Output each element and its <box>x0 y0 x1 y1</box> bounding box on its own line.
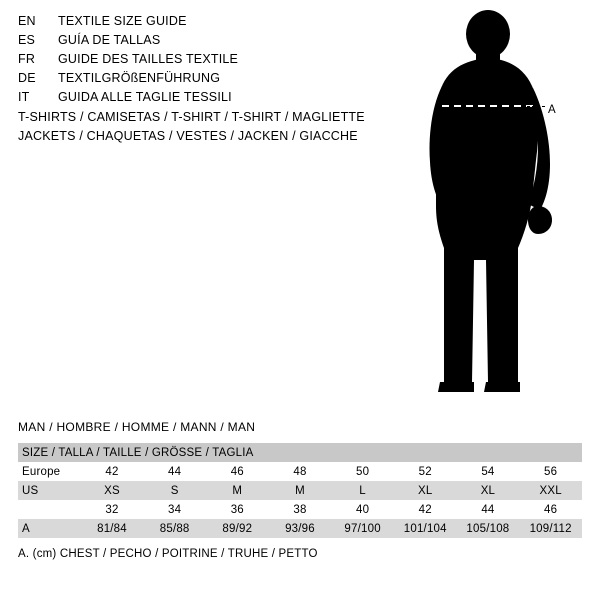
table-cell: S <box>143 481 206 500</box>
language-row <box>18 90 398 109</box>
table-cell: XXL <box>519 481 582 500</box>
table-cell: 44 <box>457 500 520 519</box>
table-cell: 101/104 <box>394 519 457 538</box>
language-title: GUÍA DE TALLAS <box>58 33 161 47</box>
table-cell: 42 <box>81 462 144 481</box>
table-header-label: SIZE / TALLA / TAILLE / GRÖSSE / TAGLIA <box>18 443 582 462</box>
table-cell: 34 <box>143 500 206 519</box>
table-cell: 36 <box>206 500 269 519</box>
language-title: TEXTILGRÖßENFÜHRUNG <box>58 71 221 85</box>
table-cell: 97/100 <box>331 519 394 538</box>
table-row <box>18 500 582 519</box>
table-cell: 48 <box>269 462 332 481</box>
section-header-man: MAN / HOMBRE / HOMME / MANN / MAN <box>18 420 256 434</box>
row-label-us: US <box>18 481 81 500</box>
language-title: GUIDE DES TAILLES TEXTILE <box>58 52 239 66</box>
language-code: DE <box>18 71 36 85</box>
table-cell: 89/92 <box>206 519 269 538</box>
language-row <box>18 52 398 71</box>
table-cell: L <box>331 481 394 500</box>
language-title: TEXTILE SIZE GUIDE <box>58 14 187 28</box>
table-cell: 50 <box>331 462 394 481</box>
table-cell: 46 <box>206 462 269 481</box>
row-label-europe: Europe <box>18 462 81 481</box>
table-cell: 109/112 <box>519 519 582 538</box>
table-cell: XL <box>394 481 457 500</box>
table-cell: 54 <box>457 462 520 481</box>
table-cell: XS <box>81 481 144 500</box>
language-row <box>18 33 398 52</box>
table-cell: 40 <box>331 500 394 519</box>
table-row <box>18 462 582 481</box>
table-cell: 32 <box>81 500 144 519</box>
language-legend <box>18 14 398 109</box>
language-row <box>18 71 398 90</box>
table-cell: 52 <box>394 462 457 481</box>
language-code: ES <box>18 33 36 47</box>
language-code: IT <box>18 90 30 104</box>
garment-line-tshirts: T-SHIRTS / CAMISETAS / T-SHIRT / T-SHIRT / MAGLIETTE <box>18 110 365 124</box>
measure-leader-line <box>527 106 545 109</box>
table-cell: 105/108 <box>457 519 520 538</box>
row-label-a: A <box>18 519 81 538</box>
table-cell: M <box>269 481 332 500</box>
table-cell: 44 <box>143 462 206 481</box>
table-row <box>18 519 582 538</box>
table-cell: 38 <box>269 500 332 519</box>
measure-label-a: A <box>548 104 556 116</box>
table-header-row <box>18 443 582 462</box>
table-cell: 46 <box>519 500 582 519</box>
table-row <box>18 481 582 500</box>
table-cell: XL <box>457 481 520 500</box>
size-table <box>18 443 582 538</box>
row-label-blank <box>18 500 81 519</box>
table-cell: 42 <box>394 500 457 519</box>
table-cell: 56 <box>519 462 582 481</box>
garment-categories <box>18 110 438 148</box>
footer-note: A. (cm) CHEST / PECHO / POITRINE / TRUHE / PETTO <box>18 548 318 560</box>
language-code: FR <box>18 52 36 66</box>
table-cell: 93/96 <box>269 519 332 538</box>
garment-line-jackets: JACKETS / CHAQUETAS / VESTES / JACKEN / GIACCHE <box>18 129 358 143</box>
table-cell: 81/84 <box>81 519 144 538</box>
male-silhouette-figure <box>400 10 600 400</box>
table-cell: 85/88 <box>143 519 206 538</box>
language-row <box>18 14 398 33</box>
table-cell: M <box>206 481 269 500</box>
language-code: EN <box>18 14 36 28</box>
silhouette-svg <box>400 10 600 400</box>
language-title: GUIDA ALLE TAGLIE TESSILI <box>58 90 232 104</box>
